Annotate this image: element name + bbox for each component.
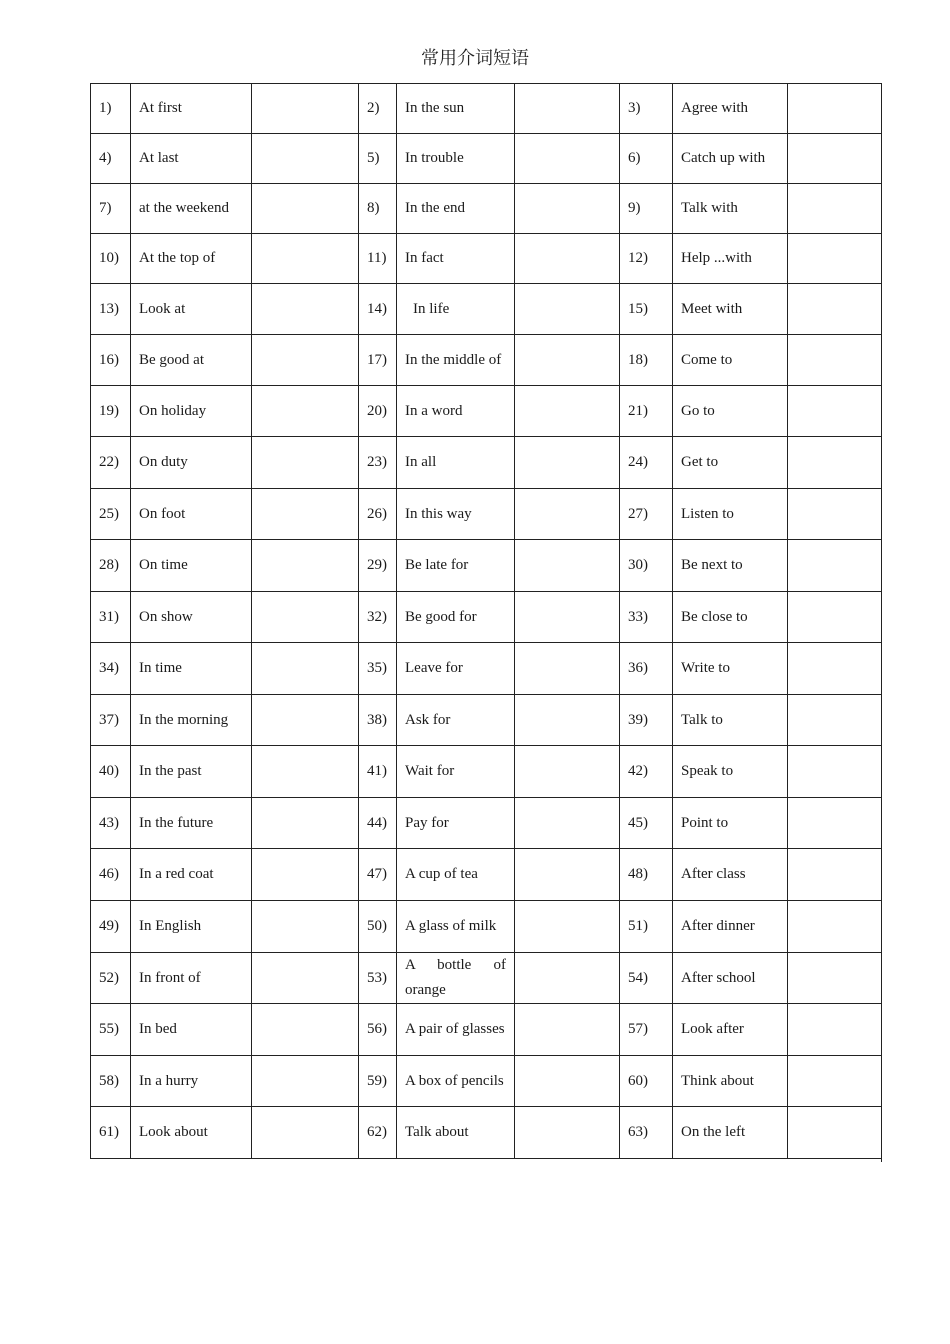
answer-blank-cell[interactable]	[515, 1004, 620, 1056]
table-right-double-line	[881, 83, 882, 1162]
phrase-cell: A glass of milk	[397, 901, 515, 953]
phrase-cell: Get to	[673, 437, 788, 489]
phrase-cell: Wait for	[397, 746, 515, 798]
item-number: 44)	[359, 798, 397, 849]
answer-blank-cell[interactable]	[515, 335, 620, 386]
phrase-cell: Look after	[673, 1004, 788, 1056]
answer-blank-cell[interactable]	[252, 695, 359, 746]
phrase-cell: Meet with	[673, 284, 788, 335]
item-number: 55)	[91, 1004, 131, 1056]
item-number: 43)	[91, 798, 131, 849]
answer-blank-cell[interactable]	[515, 184, 620, 234]
phrase-cell: In all	[397, 437, 515, 489]
item-number: 34)	[91, 643, 131, 695]
answer-blank-cell[interactable]	[788, 849, 882, 901]
item-number: 5)	[359, 134, 397, 184]
answer-blank-cell[interactable]	[252, 798, 359, 849]
table-row	[91, 1056, 882, 1107]
answer-blank-cell[interactable]	[515, 901, 620, 953]
item-number: 49)	[91, 901, 131, 953]
phrase-cell: Ask for	[397, 695, 515, 746]
answer-blank-cell[interactable]	[515, 386, 620, 437]
item-number: 37)	[91, 695, 131, 746]
phrase-cell: In English	[131, 901, 252, 953]
phrase-cell: In time	[131, 643, 252, 695]
answer-blank-cell[interactable]	[788, 798, 882, 849]
item-number: 2)	[359, 84, 397, 134]
answer-blank-cell[interactable]	[788, 184, 882, 234]
phrase-cell: After school	[673, 953, 788, 1004]
answer-blank-cell[interactable]	[252, 953, 359, 1004]
phrase-cell: At last	[131, 134, 252, 184]
answer-blank-cell[interactable]	[252, 437, 359, 489]
phrase-cell: A pair of glasses	[397, 1004, 515, 1056]
table-row	[91, 849, 882, 901]
answer-blank-cell[interactable]	[515, 284, 620, 335]
phrase-cell: Come to	[673, 335, 788, 386]
phrase-cell: Listen to	[673, 489, 788, 540]
answer-blank-cell[interactable]	[788, 234, 882, 284]
item-number: 42)	[620, 746, 673, 798]
phrase-cell: In bed	[131, 1004, 252, 1056]
answer-blank-cell[interactable]	[788, 953, 882, 1004]
table-row	[91, 134, 882, 184]
answer-blank-cell[interactable]	[515, 437, 620, 489]
answer-blank-cell[interactable]	[252, 540, 359, 592]
item-number: 22)	[91, 437, 131, 489]
phrase-cell: Catch up with	[673, 134, 788, 184]
page-title: 常用介词短语	[421, 48, 529, 69]
phrase-cell: After class	[673, 849, 788, 901]
answer-blank-cell[interactable]	[788, 335, 882, 386]
table-row	[91, 746, 882, 798]
answer-blank-cell[interactable]	[788, 592, 882, 643]
phrase-cell: Talk about	[397, 1107, 515, 1159]
item-number: 1)	[91, 84, 131, 134]
item-number: 38)	[359, 695, 397, 746]
table-row	[91, 335, 882, 386]
phrase-cell: In front of	[131, 953, 252, 1004]
phrase-cell: In a word	[397, 386, 515, 437]
phrase-cell: Talk with	[673, 184, 788, 234]
phrase-cell: Talk to	[673, 695, 788, 746]
answer-blank-cell[interactable]	[252, 1107, 359, 1159]
item-number: 14)	[359, 284, 397, 335]
item-number: 3)	[620, 84, 673, 134]
table-row	[91, 592, 882, 643]
answer-blank-cell[interactable]	[515, 746, 620, 798]
answer-blank-cell[interactable]	[515, 798, 620, 849]
phrase-cell: Be good at	[131, 335, 252, 386]
phrase-cell: In the sun	[397, 84, 515, 134]
answer-blank-cell[interactable]	[515, 234, 620, 284]
answer-blank-cell[interactable]	[252, 335, 359, 386]
phrase-cell: Point to	[673, 798, 788, 849]
phrase-cell: In trouble	[397, 134, 515, 184]
item-number: 27)	[620, 489, 673, 540]
answer-blank-cell[interactable]	[515, 592, 620, 643]
item-number: 15)	[620, 284, 673, 335]
item-number: 20)	[359, 386, 397, 437]
item-number: 13)	[91, 284, 131, 335]
item-number: 50)	[359, 901, 397, 953]
table-row	[91, 953, 882, 1004]
phrase-cell: On show	[131, 592, 252, 643]
answer-blank-cell[interactable]	[788, 84, 882, 134]
answer-blank-cell[interactable]	[252, 284, 359, 335]
item-number: 47)	[359, 849, 397, 901]
phrase-cell: On time	[131, 540, 252, 592]
item-number: 19)	[91, 386, 131, 437]
item-number: 11)	[359, 234, 397, 284]
item-number: 24)	[620, 437, 673, 489]
answer-blank-cell[interactable]	[515, 84, 620, 134]
answer-blank-cell[interactable]	[252, 184, 359, 234]
phrase-cell: In the middle of	[397, 335, 515, 386]
item-number: 31)	[91, 592, 131, 643]
answer-blank-cell[interactable]	[788, 1107, 882, 1159]
answer-blank-cell[interactable]	[252, 386, 359, 437]
phrase-cell: In the future	[131, 798, 252, 849]
phrase-cell: In the end	[397, 184, 515, 234]
answer-blank-cell[interactable]	[515, 540, 620, 592]
item-number: 45)	[620, 798, 673, 849]
item-number: 40)	[91, 746, 131, 798]
answer-blank-cell[interactable]	[788, 746, 882, 798]
answer-blank-cell[interactable]	[788, 386, 882, 437]
answer-blank-cell[interactable]	[252, 1056, 359, 1107]
phrase-cell: Pay for	[397, 798, 515, 849]
item-number: 58)	[91, 1056, 131, 1107]
item-number: 53)	[359, 953, 397, 1004]
table-row	[91, 695, 882, 746]
phrase-cell: After dinner	[673, 901, 788, 953]
item-number: 39)	[620, 695, 673, 746]
item-number: 18)	[620, 335, 673, 386]
answer-blank-cell[interactable]	[252, 901, 359, 953]
item-number: 29)	[359, 540, 397, 592]
answer-blank-cell[interactable]	[252, 134, 359, 184]
phrase-cell: A box of pencils	[397, 1056, 515, 1107]
phrase-cell: Think about	[673, 1056, 788, 1107]
phrase-cell: On foot	[131, 489, 252, 540]
answer-blank-cell[interactable]	[515, 489, 620, 540]
item-number: 62)	[359, 1107, 397, 1159]
answer-blank-cell[interactable]	[515, 643, 620, 695]
item-number: 26)	[359, 489, 397, 540]
answer-blank-cell[interactable]	[788, 489, 882, 540]
answer-blank-cell[interactable]	[252, 84, 359, 134]
item-number: 54)	[620, 953, 673, 1004]
item-number: 9)	[620, 184, 673, 234]
answer-blank-cell[interactable]	[788, 540, 882, 592]
phrase-cell: At first	[131, 84, 252, 134]
item-number: 16)	[91, 335, 131, 386]
item-number: 7)	[91, 184, 131, 234]
phrase-cell: In this way	[397, 489, 515, 540]
item-number: 30)	[620, 540, 673, 592]
phrase-cell: Be good for	[397, 592, 515, 643]
answer-blank-cell[interactable]	[788, 695, 882, 746]
item-number: 8)	[359, 184, 397, 234]
phrase-cell: Write to	[673, 643, 788, 695]
answer-blank-cell[interactable]	[252, 234, 359, 284]
answer-blank-cell[interactable]	[788, 1004, 882, 1056]
answer-blank-cell[interactable]	[788, 134, 882, 184]
table-row	[91, 901, 882, 953]
table-row	[91, 643, 882, 695]
answer-blank-cell[interactable]	[788, 1056, 882, 1107]
answer-blank-cell[interactable]	[252, 1004, 359, 1056]
item-number: 61)	[91, 1107, 131, 1159]
answer-blank-cell[interactable]	[252, 592, 359, 643]
answer-blank-cell[interactable]	[515, 1107, 620, 1159]
item-number: 63)	[620, 1107, 673, 1159]
table-row	[91, 234, 882, 284]
answer-blank-cell[interactable]	[515, 1056, 620, 1107]
item-number: 35)	[359, 643, 397, 695]
item-number: 57)	[620, 1004, 673, 1056]
phrase-cell: On duty	[131, 437, 252, 489]
phrase-cell: In the morning	[131, 695, 252, 746]
phrase-cell: In the past	[131, 746, 252, 798]
answer-blank-cell[interactable]	[788, 901, 882, 953]
phrase-cell: In a hurry	[131, 1056, 252, 1107]
answer-blank-cell[interactable]	[515, 695, 620, 746]
answer-blank-cell[interactable]	[788, 643, 882, 695]
item-number: 28)	[91, 540, 131, 592]
table-row	[91, 1004, 882, 1056]
phrase-table	[90, 83, 882, 1159]
item-number: 21)	[620, 386, 673, 437]
phrase-cell: In fact	[397, 234, 515, 284]
table-row	[91, 386, 882, 437]
answer-blank-cell[interactable]	[788, 437, 882, 489]
item-number: 4)	[91, 134, 131, 184]
item-number: 46)	[91, 849, 131, 901]
table-row	[91, 1107, 882, 1159]
item-number: 60)	[620, 1056, 673, 1107]
table-row	[91, 489, 882, 540]
phrase-cell: A cup of tea	[397, 849, 515, 901]
answer-blank-cell[interactable]	[788, 284, 882, 335]
item-number: 17)	[359, 335, 397, 386]
table-row	[91, 540, 882, 592]
phrase-cell: At the top of	[131, 234, 252, 284]
item-number: 23)	[359, 437, 397, 489]
phrase-cell: A bottle of orange	[397, 953, 515, 1004]
phrase-cell: On holiday	[131, 386, 252, 437]
phrase-cell: Help ...with	[673, 234, 788, 284]
phrase-cell: In a red coat	[131, 849, 252, 901]
phrase-cell: In life	[397, 284, 515, 335]
answer-blank-cell[interactable]	[252, 643, 359, 695]
answer-blank-cell[interactable]	[515, 953, 620, 1004]
table-row	[91, 84, 882, 134]
item-number: 32)	[359, 592, 397, 643]
phrase-cell: Be next to	[673, 540, 788, 592]
phrase-cell: at the weekend	[131, 184, 252, 234]
item-number: 51)	[620, 901, 673, 953]
phrase-cell: Speak to	[673, 746, 788, 798]
item-number: 41)	[359, 746, 397, 798]
answer-blank-cell[interactable]	[252, 746, 359, 798]
phrase-cell: Agree with	[673, 84, 788, 134]
phrase-cell: Look at	[131, 284, 252, 335]
answer-blank-cell[interactable]	[515, 134, 620, 184]
table-row	[91, 437, 882, 489]
phrase-cell: Go to	[673, 386, 788, 437]
item-number: 48)	[620, 849, 673, 901]
item-number: 56)	[359, 1004, 397, 1056]
item-number: 33)	[620, 592, 673, 643]
item-number: 59)	[359, 1056, 397, 1107]
phrase-cell: Be close to	[673, 592, 788, 643]
answer-blank-cell[interactable]	[252, 849, 359, 901]
phrase-cell: Leave for	[397, 643, 515, 695]
item-number: 10)	[91, 234, 131, 284]
phrase-cell: Look about	[131, 1107, 252, 1159]
item-number: 6)	[620, 134, 673, 184]
table-row	[91, 798, 882, 849]
item-number: 52)	[91, 953, 131, 1004]
phrase-cell: Be late for	[397, 540, 515, 592]
answer-blank-cell[interactable]	[515, 849, 620, 901]
table-row	[91, 284, 882, 335]
item-number: 25)	[91, 489, 131, 540]
answer-blank-cell[interactable]	[252, 489, 359, 540]
table-row	[91, 184, 882, 234]
item-number: 36)	[620, 643, 673, 695]
item-number: 12)	[620, 234, 673, 284]
phrase-cell: On the left	[673, 1107, 788, 1159]
